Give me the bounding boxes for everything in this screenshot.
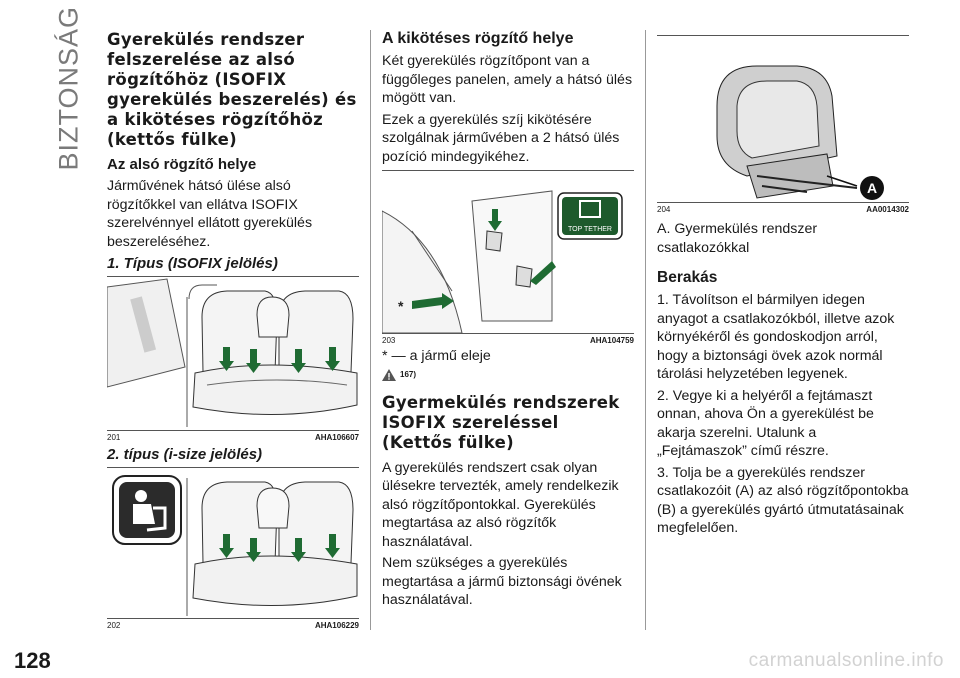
figure-number: 204 [657,205,671,214]
top-tether-illustration [382,171,634,333]
step-2: 2. Vegye ki a helyéről a fejtámaszt onnan, ahova Ön a gyerekülést be akarja szerelni. Utalunk a „Fejtámaszok” című részre. [657,387,874,459]
column-left [107,30,359,634]
warning-icon [382,369,396,381]
figure-caption [107,621,359,630]
column-middle [382,30,634,613]
section-title: Gyerekülés rendszer felszerelése az alsó rögzítőhöz (ISOFIX gyerekülés beszerelés) és a kikötéses rögzítőhöz (kettős fülke) [107,30,357,149]
figure-code: AA0014302 [866,205,909,214]
paragraph: Ezek a gyerekülés szíj kikötésére szolgálnak járművében a 2 hátsó ülés pozíció mindegyikéhez. [382,111,620,165]
figure-number: 203 [382,336,396,345]
figure-202 [107,467,359,619]
front-marker: * [398,298,404,314]
paragraph: Nem szükséges a gyerekülés megtartása a jármű biztonsági övének használatával. [382,555,622,608]
figure-204 [657,35,909,203]
type1-heading: 1. Típus (ISOFIX jelölés) [107,255,278,272]
paragraph: Járművének hátsó ülése alsó rögzítőkkel van ellátva ISOFIX szerelvénnyel ellátott gyerekülés beszereléséhez. [107,178,313,250]
side-tab-label: BIZTONSÁG [53,5,84,171]
column-divider [370,30,371,630]
figure-code: AHA106607 [314,433,359,442]
column-divider [645,30,646,630]
warning-reference [382,369,634,381]
installation-heading: Berakás [657,269,718,286]
connector-marker: A [866,180,878,196]
figure-legend: A. Gyermekülés rendszer csatlakozókkal [657,221,818,256]
warning-ref-number: 167) [400,370,417,379]
paragraph: Két gyerekülés rögzítőpont van a függőleges panelen, amely a hátsó ülés mögött van. [382,53,633,106]
figure-code: AHA104759 [589,336,634,345]
figure-code: AHA106229 [314,621,359,630]
child-seat-illustration [657,36,909,202]
section-title: Gyermekülés rendszerek ISOFIX szereléssel (Kettős fülke) [382,392,620,452]
type2-heading: 2. típus (i-size jelölés) [107,446,263,463]
watermark: carmanualsonline.info [748,650,944,671]
figure-caption [107,433,359,442]
column-right [657,30,909,541]
figure-caption [382,336,634,345]
tether-title: A kikötéses rögzítő helye [382,30,574,47]
page-number: 128 [14,648,51,673]
step-1: 1. Távolítson el bármilyen idegen anyagot a csatlakozókból, illetve azok környékéről és gondoskodjon arról, hogy a biztonsági övek azok normál tárolási helyzetében legyenek. [657,292,895,382]
figure-note: * — a jármű eleje [382,348,491,364]
tether-badge-label: TOP TETHER [568,226,612,233]
figure-number: 201 [107,433,121,442]
step-3: 3. Tolja be a gyerekülés rendszer csatlakozóit (A) az alsó rögzítőpontokba (B) a gyerekülés gyártó útmutatásainak megfelelően. [657,464,909,536]
figure-number: 202 [107,621,121,630]
rear-seat-isofix-illustration [107,277,359,430]
section-side-tab [52,5,86,172]
figure-caption [657,205,909,214]
paragraph: A gyerekülés rendszert csak olyan ülésekre tervezték, amely rendelkezik alsó rögzítőpontokkal. Gyerekülés megtartása az alsó rögzítők használatával. [382,459,619,550]
figure-201 [107,276,359,431]
rear-seat-isize-illustration [107,468,359,618]
figure-203 [382,170,634,334]
subtitle-lower-anchor: Az alsó rögzítő helye [107,156,257,173]
